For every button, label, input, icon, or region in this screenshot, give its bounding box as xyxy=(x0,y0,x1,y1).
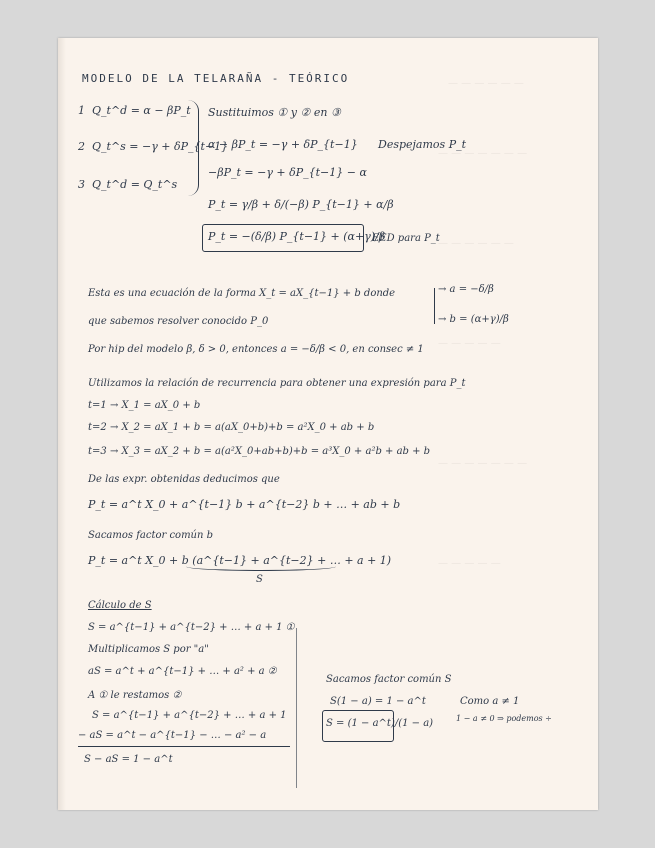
s-underbrace-label: S xyxy=(256,574,263,585)
equation-2: 2 Q_t^s = −γ + δP_{t−1} xyxy=(78,140,229,153)
eed-label: EED para P_t xyxy=(372,233,440,244)
s-one-minus-a: S(1 − a) = 1 − a^t xyxy=(330,696,426,707)
column-divider xyxy=(296,628,297,788)
como-note: Como a ≠ 1 xyxy=(460,696,520,707)
eed-equation: P_t = −(δ/β) P_{t−1} + (α+γ)/β xyxy=(208,230,386,243)
subtract-line: A ① le restamos ② xyxy=(88,690,182,701)
equation-1: 1 Q_t^d = α − βP_t xyxy=(78,104,191,117)
s-series: S = a^{t−1} + a^{t−2} + … + a + 1 ① xyxy=(88,622,295,633)
como-detail: 1 − a ≠ 0 ⇒ podemos ÷ xyxy=(456,714,552,723)
substitution-note: Sustituimos ① y ② en ③ xyxy=(208,106,341,119)
ab-bracket xyxy=(434,288,435,324)
b-definition: → b = (α+γ)/β xyxy=(438,314,509,325)
pt-factored: P_t = a^t X_0 + b (a^{t−1} + a^{t−2} + … + a + 1) xyxy=(88,554,392,567)
bleed-through-text: — — — — — — — — — — — — — — — — — — — — — — — — — — — — — — — — — — — — xyxy=(438,78,528,569)
factor-b-line: Sacamos factor común b xyxy=(88,530,214,541)
subtraction-rule xyxy=(78,746,290,747)
recurrence-t3: t=3 → X_3 = aX_2 + b = a(a²X_0+ab+b)+b = a³X_0 + a²b + ab + b xyxy=(88,446,431,457)
factor-s-line: Sacamos factor común S xyxy=(326,674,452,685)
deduce-line: De las expr. obtenidas deducimos que xyxy=(88,474,280,485)
sub-result: S − aS = 1 − a^t xyxy=(84,754,173,765)
hypothesis-line: Por hip del modelo β, δ > 0, entonces a = −δ/β < 0, en consec ≠ 1 xyxy=(88,344,424,355)
recurrence-intro: Utilizamos la relación de recurrencia para obtener una expresión para P_t xyxy=(88,378,466,389)
paper-sheet xyxy=(58,38,598,810)
s-result: S = (1 − a^t)/(1 − a) xyxy=(326,718,434,729)
equation-3: 3 Q_t^d = Q_t^s xyxy=(78,178,178,191)
despejamos-note: Despejamos P_t xyxy=(378,138,467,151)
recurrence-t2: t=2 → X_2 = aX_1 + b = a(aX_0+b)+b = a²X_0 + ab + b xyxy=(88,422,375,433)
form-line: Esta es una ecuación de la forma X_t = aX_{t−1} + b donde xyxy=(88,288,396,299)
s-underbrace xyxy=(186,562,336,571)
pt-general: P_t = a^t X_0 + a^{t−1} b + a^{t−2} b + … + ab + b xyxy=(88,498,401,511)
sub-middle: − aS = a^t − a^{t−1} − … − a² − a xyxy=(78,730,267,741)
calc-s-heading: Cálculo de S xyxy=(88,600,152,611)
recurrence-t1: t=1 → X_1 = aX_0 + b xyxy=(88,400,201,411)
equality-line: α − βP_t = −γ + δP_{t−1} xyxy=(208,138,358,151)
page-title: MODELO DE LA TELARAÑA - TEÓRICO xyxy=(82,72,350,85)
rearranged-line: −βP_t = −γ + δP_{t−1} − α xyxy=(208,166,367,179)
multiply-line: Multiplicamos S por "a" xyxy=(88,644,209,655)
a-definition: → a = −δ/β xyxy=(438,284,494,295)
solve-line: que sabemos resolver conocido P_0 xyxy=(88,316,269,327)
equation-brace xyxy=(188,100,199,196)
pt-expression: P_t = γ/β + δ/(−β) P_{t−1} + α/β xyxy=(208,198,394,211)
sub-top: S = a^{t−1} + a^{t−2} + … + a + 1 xyxy=(92,710,287,721)
as-series: aS = a^t + a^{t−1} + … + a² + a ② xyxy=(88,666,277,677)
